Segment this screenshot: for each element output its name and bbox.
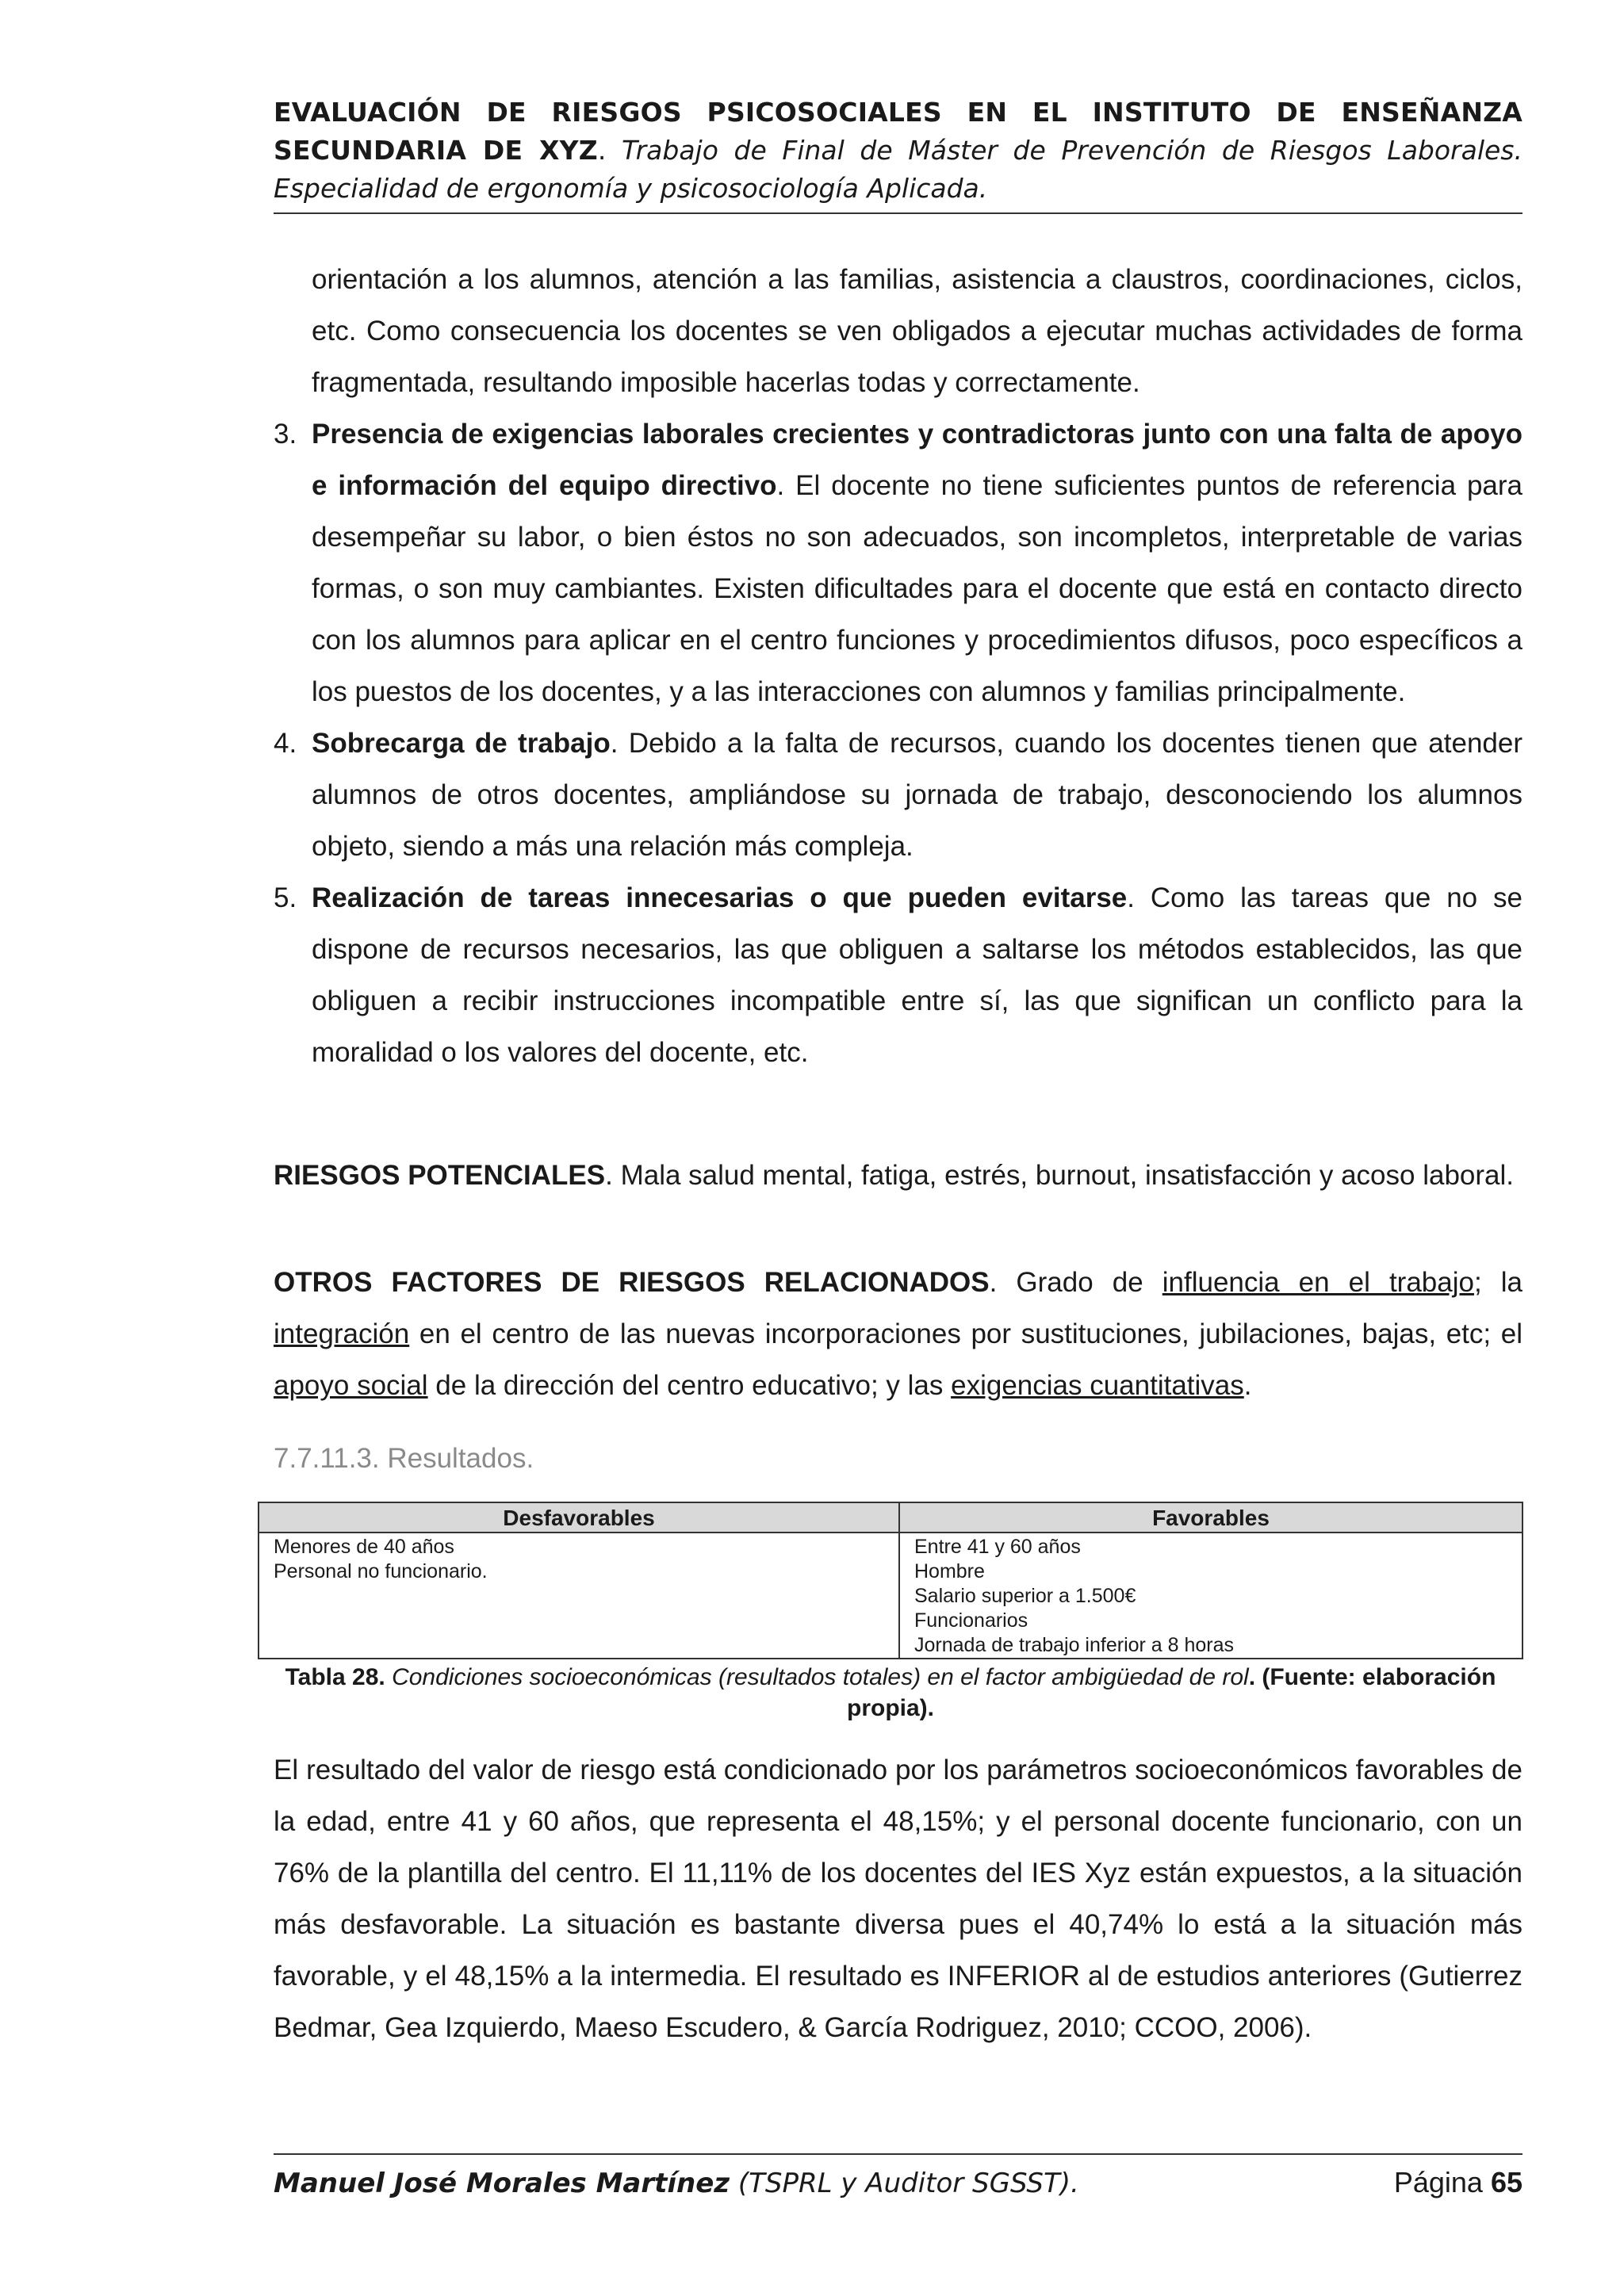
table-cell-line: Hombre xyxy=(914,1560,985,1582)
table-cell-line: Salario superior a 1.500€ xyxy=(914,1585,1136,1607)
caption-source: . (Fuente: elaboración propia). xyxy=(847,1664,1496,1721)
riesgos-text: . Mala salud mental, fatiga, estrés, burnout, insatisfacción y acoso laboral. xyxy=(605,1160,1514,1191)
otros-text: de la dirección del centro educativo; y las xyxy=(427,1370,952,1401)
underlined-term: integración xyxy=(274,1318,410,1349)
table-caption xyxy=(258,1662,1523,1724)
table-cell-line: Menores de 40 años xyxy=(274,1536,454,1558)
caption-text: Condiciones socioeconómicas (resultados totales) en el factor ambigüedad de rol xyxy=(385,1664,1249,1690)
list-item-title: Presencia de exigencias laborales crecientes y contradictoras junto con una falta de apoyo e información del equipo directivo xyxy=(312,419,1522,501)
list-number: 3. xyxy=(274,419,297,450)
table-cell-line: Jornada de trabajo inferior a 8 horas xyxy=(914,1634,1235,1656)
desfavorables-cell xyxy=(259,1533,899,1659)
favorables-cell xyxy=(899,1533,1522,1659)
intro-continuation: orientación a los alumnos, atención a las familias, asistencia a claustros, coordinaciones, ciclos, etc. Como consecuencia los docentes se ven obligados a ejecutar muchas actividades de forma fragmentada, resultando imposible hacerlas todas y correctamente. xyxy=(312,264,1522,398)
list-item-text: . El docente no tiene suficientes puntos de referencia para desempeñar su labor, o bien éstos no son adecuados, son incompletos, interpretable de varias formas, o son muy cambiantes. Existen dificultades para el docente que está en contacto directo con los alumnos para aplicar en el centro funciones y procedimientos difusos, poco específicos a los puestos de los docentes, y a las interacciones con alumnos y familias principalmente. xyxy=(312,470,1522,707)
underlined-term: influencia en el trabajo xyxy=(1162,1267,1474,1298)
page-header: EVALUACIÓN DE RIESGOS PSICOSOCIALES EN EL INSTITUTO DE ENSEÑANZA SECUNDARIA DE XYZ. Trabajo de Final de Máster de Prevención de Riesgos Laborales. Especialidad de ergonomía y psicosociología Aplicada. xyxy=(274,94,1522,214)
list-item-text: . Como las tareas que no se dispone de recursos necesarios, las que obliguen a saltarse los métodos establecidos, las que obliguen a recibir instrucciones incompatible entre sí, las que significan un conflicto para la moralidad o los valores del docente, etc. xyxy=(312,882,1522,1068)
otros-title: OTROS FACTORES DE RIESGOS RELACIONADOS xyxy=(274,1267,990,1298)
otros-text: . Grado de xyxy=(989,1267,1162,1298)
riesgos-title: RIESGOS POTENCIALES xyxy=(274,1160,606,1191)
table-cell-line: Funcionarios xyxy=(914,1609,1028,1632)
otros-text: . xyxy=(1243,1370,1252,1401)
header-subtitle: Trabajo de Final de Máster de Prevención de Riesgos Laborales. Especialidad de ergonomía y psicosociología Aplicada. xyxy=(274,135,1522,204)
header-title: EVALUACIÓN DE RIESGOS PSICOSOCIALES EN EL INSTITUTO DE ENSEÑANZA SECUNDARIA DE XYZ xyxy=(274,97,1522,166)
footer-role: (TSPRL y Auditor SGSST). xyxy=(730,2168,1079,2199)
column-header: Favorables xyxy=(899,1502,1522,1533)
riesgos-potenciales xyxy=(274,1150,1522,1201)
list-item-title: Realización de tareas innecesarias o que pueden evitarse xyxy=(312,882,1128,913)
table-row xyxy=(259,1533,1522,1659)
otros-text: en el centro de las nuevas incorporaciones por sustituciones, jubilaciones, bajas, etc; el xyxy=(409,1318,1522,1349)
list-item-text: . Debido a la falta de recursos, cuando los docentes tienen que atender alumnos de otros docentes, ampliándose su jornada de trabajo, desconociendo los alumnos objeto, siendo a más una relación más compleja. xyxy=(312,728,1522,862)
page-footer xyxy=(274,2153,1522,2203)
list-number: 5. xyxy=(274,882,297,913)
page-number-block xyxy=(1394,2163,1522,2202)
numbered-list xyxy=(274,408,1522,1078)
footer-author-block xyxy=(274,2168,1079,2199)
underlined-term: exigencias cuantitativas xyxy=(951,1370,1244,1401)
footer-author: Manuel José Morales Martínez xyxy=(274,2168,730,2199)
table-header-row xyxy=(259,1502,1522,1533)
column-header: Desfavorables xyxy=(259,1502,899,1533)
list-item xyxy=(274,408,1522,718)
conclusion-paragraph: El resultado del valor de riesgo está condicionado por los parámetros socioeconómicos favorables de la edad, entre 41 y 60 años, que representa el 48,15%; y el personal docente funcionario, con un 76% de la plantilla del centro. El 11,11% de los docentes del IES Xyz están expuestos, a la situación más desfavorable. La situación es bastante diversa pues el 40,74% lo está a la situación más favorable, y el 48,15% a la intermedia. El resultado es INFERIOR al de estudios anteriores (Gutierrez Bedmar, Gea Izquierdo, Maeso Escudero, & García Rodriguez, 2010; CCOO, 2006). xyxy=(274,1755,1522,2043)
page-label: Página xyxy=(1393,2166,1491,2198)
table-cell-line: Personal no funcionario. xyxy=(274,1560,488,1582)
otros-text: ; la xyxy=(1473,1267,1523,1298)
list-item-title: Sobrecarga de trabajo xyxy=(312,728,611,759)
list-number: 4. xyxy=(274,728,297,759)
list-item xyxy=(274,718,1522,872)
underlined-term: apoyo social xyxy=(274,1370,428,1401)
caption-label: Tabla 28. xyxy=(285,1664,385,1690)
section-title: 7.7.11.3. Resultados. xyxy=(274,1443,534,1474)
table-cell-line: Entre 41 y 60 años xyxy=(914,1536,1081,1558)
otros-factores xyxy=(274,1257,1522,1411)
page-number: 65 xyxy=(1490,2166,1522,2198)
list-item xyxy=(274,872,1522,1078)
results-table xyxy=(258,1502,1523,1659)
